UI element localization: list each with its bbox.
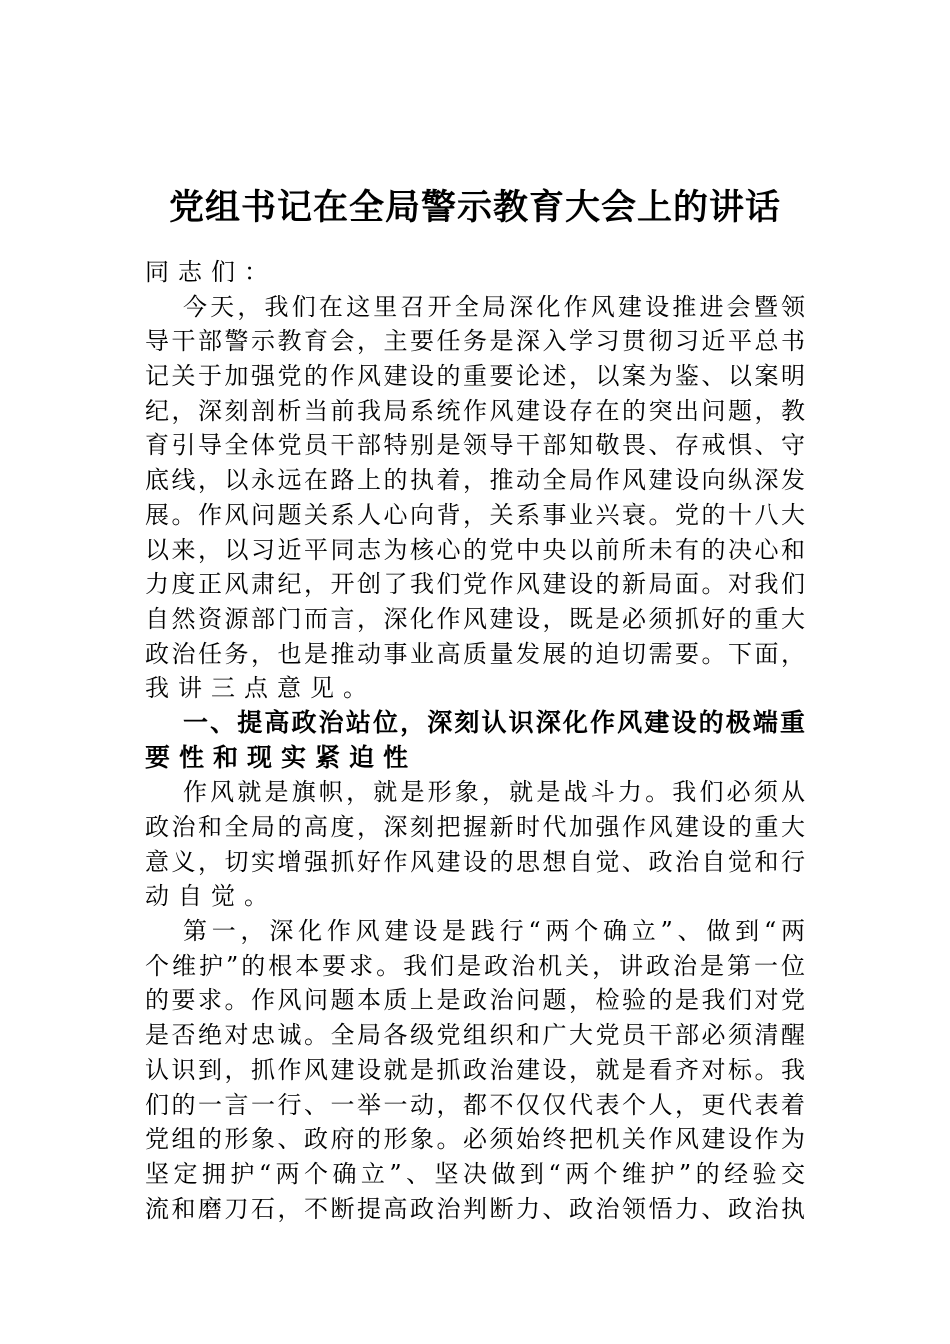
text-line: 坚定拥护“两个确立”、坚决做到“两个维护”的经验交 [145, 1159, 805, 1188]
paragraph [145, 290, 805, 706]
text-line: 底线，以永远在路上的执着，推动全局作风建设向纵深发 [145, 466, 805, 495]
text-line: 党组的形象、政府的形象。必须始终把机关作风建设作为 [145, 1125, 805, 1154]
text-line: 今天，我们在这里召开全局深化作风建设推进会暨领 [183, 292, 805, 321]
text-line: 意义，切实增强抓好作风建设的思想自觉、政治自觉和行 [145, 847, 805, 876]
text-line: 力度正风肃纪，开创了我们党作风建设的新局面。对我们 [145, 570, 805, 599]
text-line: 的要求。作风问题本质上是政治问题，检验的是我们对党 [145, 986, 805, 1015]
text-line: 动自觉。 [145, 882, 277, 911]
text-line: 展。作风问题关系人心向背，关系事业兴衰。党的十八大 [145, 500, 805, 529]
section-heading [145, 706, 805, 775]
text-line: 纪，深刻剖析当前我局系统作风建设存在的突出问题，教 [145, 396, 805, 425]
text-line: 要性和现实紧迫性 [145, 742, 418, 772]
text-line: 一、提高政治站位，深刻认识深化作风建设的极端重 [183, 707, 805, 737]
text-line: 第一，深化作风建设是践行“两个确立”、做到“两 [183, 917, 805, 946]
document-title: 党组书记在全局警示教育大会上的讲话 [168, 187, 781, 229]
paragraph [145, 775, 805, 914]
text-line: 个维护”的根本要求。我们是政治机关，讲政治是第一位 [145, 951, 805, 980]
text-line: 认识到，抓作风建设就是抓政治建设，就是看齐对标。我 [145, 1055, 805, 1084]
text-line: 们的一言一行、一举一动，都不仅仅代表个人，更代表着 [145, 1090, 805, 1119]
text-line: 自然资源部门而言，深化作风建设，既是必须抓好的重大 [145, 604, 805, 633]
text-line: 作风就是旗帜，就是形象，就是战斗力。我们必须从 [183, 778, 805, 807]
text-line: 记关于加强党的作风建设的重要论述，以案为鉴、以案明 [145, 362, 805, 391]
text-line: 育引导全体党员干部特别是领导干部知敬畏、存戒惧、守 [145, 431, 805, 460]
text-line: 是否绝对忠诚。全局各级党组织和广大党员干部必须清醒 [145, 1021, 805, 1050]
paragraph [145, 914, 805, 1226]
text-line: 我讲三点意见。 [145, 674, 376, 703]
text-line: 导干部警示教育会，主要任务是深入学习贯彻习近平总书 [145, 327, 805, 356]
text-line: 政治任务，也是推动事业高质量发展的迫切需要。下面， [145, 639, 805, 668]
text-line: 以来，以习近平同志为核心的党中央以前所未有的决心和 [145, 535, 805, 564]
salutation [145, 255, 805, 290]
text-line: 同志们： [145, 258, 277, 286]
text-line: 政治和全局的高度，深刻把握新时代加强作风建设的重大 [145, 813, 805, 841]
text-line: 流和磨刀石，不断提高政治判断力、政治领悟力、政治执 [145, 1194, 805, 1223]
document-body [145, 255, 805, 1226]
